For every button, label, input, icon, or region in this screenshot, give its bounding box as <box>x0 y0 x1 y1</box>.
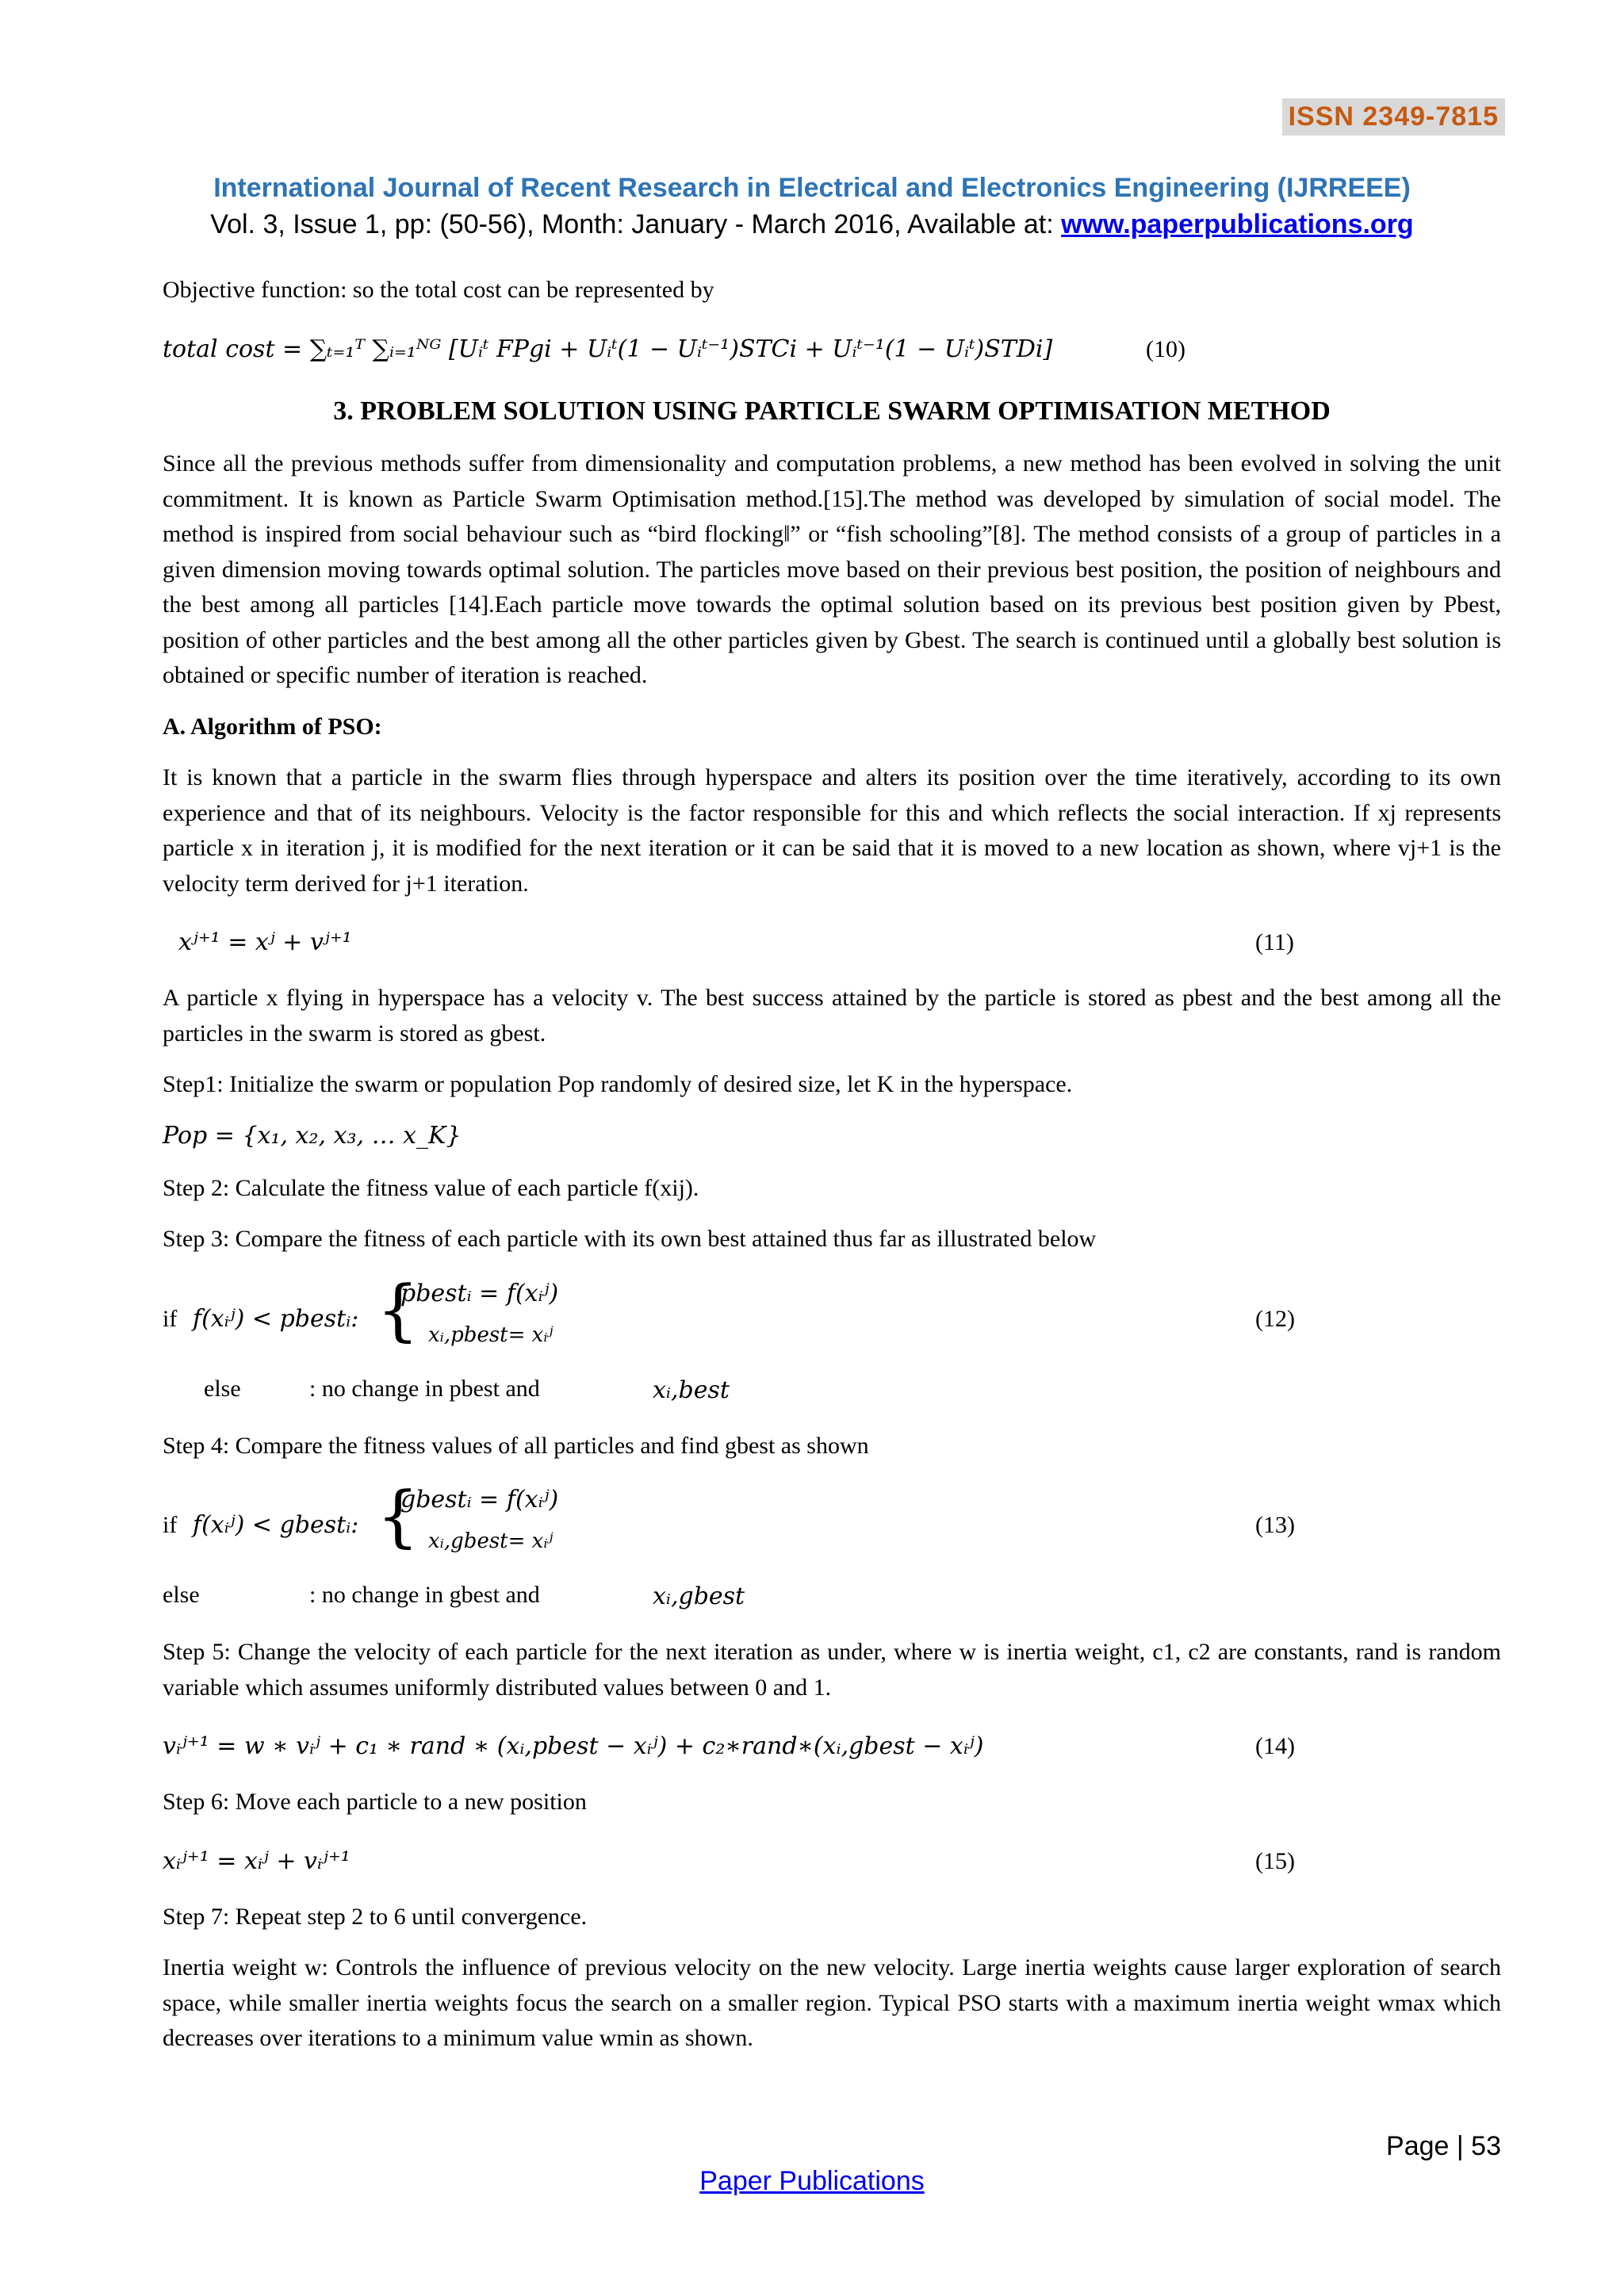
equation-15-formula: xᵢʲ⁺¹ = xᵢʲ + vᵢʲ⁺¹ <box>163 1846 350 1875</box>
equation-13 <box>163 1479 1501 1573</box>
equation-12-case-1: pbestᵢ = f(xᵢʲ) <box>400 1279 559 1307</box>
subsection-heading: A. Algorithm of PSO: <box>163 713 382 740</box>
else-variable: xᵢ,gbest <box>653 1582 745 1610</box>
equation-12-number: (12) <box>1255 1305 1295 1332</box>
equation-12 <box>163 1270 1501 1367</box>
volume-text: Vol. 3, Issue 1, pp: (50-56), Month: January - March 2016, Available at: <box>210 209 1062 239</box>
else-keyword: else <box>163 1582 200 1608</box>
equation-12-condition: f(xᵢʲ) < pbestᵢ: <box>193 1304 359 1333</box>
step-1: Step1: Initialize the swarm or population Pop randomly of desired size, let K in the hyperspace. <box>163 1071 1073 1097</box>
paragraph-velocity: A particle x flying in hyperspace has a velocity v. The best success attained by the particle is stored as pbest and the best among all the particles in the swarm is stored as gbest. <box>163 985 1501 1047</box>
equation-12-case-2: xᵢ,pbest= xᵢʲ <box>428 1322 553 1347</box>
step-5: Step 5: Change the velocity of each particle for the next iteration as under, where w is inertia weight, c1, c2 are constants, rand is random variable which assumes uniformly distributed values between 0 and 1. <box>163 1639 1501 1701</box>
step-3: Step 3: Compare the fitness of each particle with its own best attained thus far as illustrated below <box>163 1226 1097 1252</box>
step-7: Step 7: Repeat step 2 to 6 until convergence. <box>163 1903 588 1930</box>
equation-14 <box>163 1721 1501 1772</box>
equation-11-formula: xʲ⁺¹ = xʲ + vʲ⁺¹ <box>178 928 352 956</box>
equation-11 <box>163 917 1501 968</box>
journal-volume-info <box>0 209 1624 240</box>
paragraph-algorithm: It is known that a particle in the swarm flies through hyperspace and alters its position over the time iteratively, according to its own experience and that of its neighbours. Velocity is the factor responsible for this and which reflects the social interaction. If xj represents particle x in iteration j, it is modified for the next iteration or it can be said that it is moved to a new location as shown, where vj+1 is the velocity term derived for j+1 iteration. <box>163 764 1501 897</box>
population-formula: Pop = {x₁, x₂, x₃, … x_K} <box>163 1121 462 1150</box>
equation-14-number: (14) <box>1255 1733 1295 1759</box>
issn-badge: ISSN 2349-7815 <box>1282 98 1505 136</box>
equation-15-number: (15) <box>1255 1847 1295 1874</box>
population-equation <box>163 1119 1501 1158</box>
else-description: : no change in pbest and <box>309 1375 540 1402</box>
paragraph-inertia: Inertia weight w: Controls the influence of previous velocity on the new velocity. Large inertia weights cause larger exploration of search space, while smaller inertia weights focus the search on a smaller region. Typical PSO starts with a maximum inertia weight wmax which decreases over iterations to a minimum value wmin as shown. <box>163 1954 1501 2051</box>
else-keyword: else <box>204 1375 241 1402</box>
else-row-pbest <box>163 1372 1501 1416</box>
paragraph-intro: Since all the previous methods suffer from dimensionality and computation problems, a new method has been evolved in solving the unit commitment. It is known as Particle Swarm Optimisation method.[15].The method was developed by simulation of social model. The method is inspired from social behaviour such as “bird flocking‖” or “fish schooling”[8]. The method consists of a group of particles in a given dimension moving towards optimal solution. The particles move based on their previous best position, the position of neighbours and the best among all particles [14].Each particle move towards the optimal solution based on its previous best position given by Pbest, position of other particles and the best among all the other particles given by Gbest. The search is continued until a globally best solution is obtained or specific number of iteration is reached. <box>163 450 1501 688</box>
step-6: Step 6: Move each particle to a new position <box>163 1789 587 1815</box>
step-4: Step 4: Compare the fitness values of all particles and find gbest as shown <box>163 1432 869 1459</box>
objective-intro: Objective function: so the total cost can be represented by <box>163 277 714 303</box>
equation-13-case-1: gbestᵢ = f(xᵢʲ) <box>400 1486 559 1513</box>
step-2: Step 2: Calculate the fitness value of each particle f(xij). <box>163 1174 699 1201</box>
equation-10 <box>163 324 1501 375</box>
equation-13-if: if <box>163 1512 178 1538</box>
left-brace-icon: { <box>377 1477 419 1555</box>
website-link[interactable]: www.paperpublications.org <box>1061 209 1414 239</box>
equation-12-if: if <box>163 1305 178 1332</box>
equation-13-case-2: xᵢ,gbest= xᵢʲ <box>428 1529 553 1553</box>
else-description: : no change in gbest and <box>309 1582 540 1608</box>
equation-14-formula: vᵢʲ⁺¹ = w ∗ vᵢʲ + c₁ ∗ rand ∗ (xᵢ,pbest − xᵢʲ) + c₂∗rand∗(xᵢ,gbest − xᵢʲ) <box>163 1732 984 1760</box>
equation-15 <box>163 1836 1501 1887</box>
equation-13-condition: f(xᵢʲ) < gbestᵢ: <box>193 1511 359 1539</box>
else-row-gbest <box>163 1578 1501 1622</box>
journal-title: International Journal of Recent Research in Electrical and Electronics Engineering (IJRREEE) <box>213 173 1411 203</box>
equation-10-number: (10) <box>1146 335 1185 362</box>
article-body <box>163 273 1501 2072</box>
equation-13-number: (13) <box>1255 1512 1295 1538</box>
equation-11-number: (11) <box>1255 929 1294 955</box>
publisher-link[interactable]: Paper Publications <box>699 2166 925 2196</box>
page-number: Page | 53 <box>1386 2131 1501 2161</box>
section-heading: 3. PROBLEM SOLUTION USING PARTICLE SWARM OPTIMISATION METHOD <box>333 396 1331 426</box>
equation-10-formula: total cost = ∑ₜ₌₁ᵀ ∑ᵢ₌₁ᴺᴳ [Uᵢᵗ FPgi + Uᵢᵗ(1 − Uᵢᵗ⁻¹)STCi + Uᵢᵗ⁻¹(1 − Uᵢᵗ)STDi] <box>163 335 1053 363</box>
else-variable: xᵢ,best <box>653 1376 730 1404</box>
left-brace-icon: { <box>377 1270 419 1349</box>
